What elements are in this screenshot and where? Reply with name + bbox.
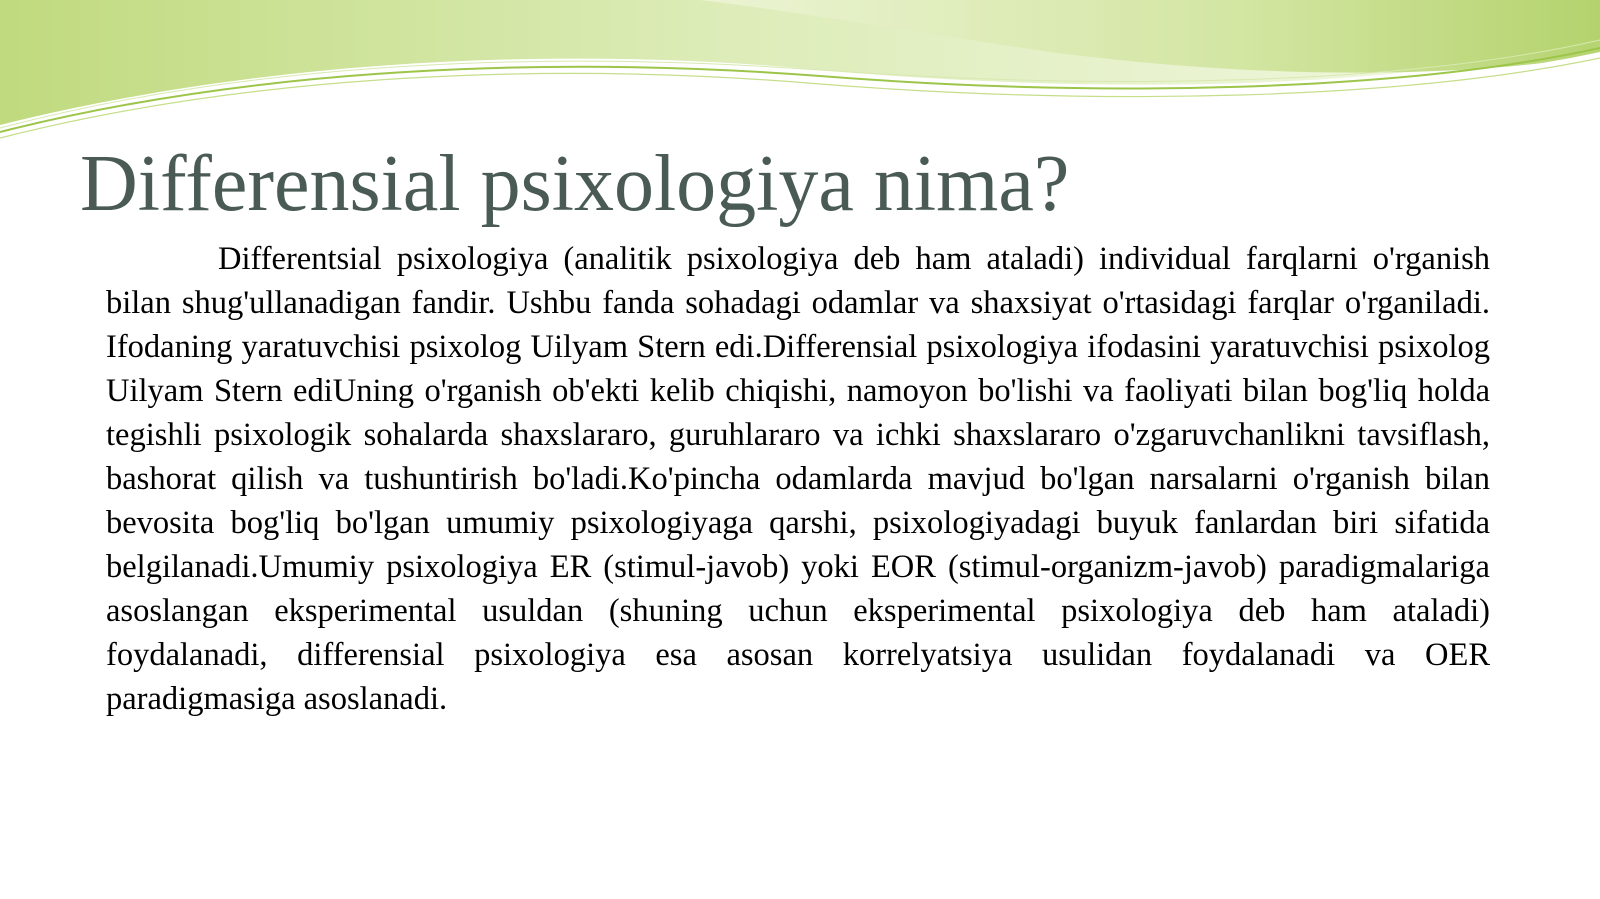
slide-title: Differensial psixologiya nima? <box>80 140 1070 228</box>
slide-body-paragraph: Differentsial psixologiya (analitik psixologiya deb ham ataladi) individual farqlarni o'rganish bilan shug'ullanadigan fandir. Ushbu fanda sohadagi odamlar va shaxsiyat o'rtasidagi farqlar o'rganiladi. Ifodaning yaratuvchisi psixolog Uilyam Stern edi.Differensial psixologiya ifodasini yaratuvchisi psixolog Uilyam Stern ediUning o'rganish ob'ekti kelib chiqishi, namoyon bo'lishi va faoliyati bilan bog'liq holda tegishli psixologik sohalarda shaxslararo, guruhlararo va ichki shaxslararo o'zgaruvchanlikni tavsiflash, bashorat qilish va tushuntirish bo'ladi.Ko'pincha odamlarda mavjud bo'lgan narsalarni o'rganish bilan bevosita bog'liq bo'lgan umumiy psixologiyaga qarshi, psixologiyadagi buyuk fanlardan biri sifatida belgilanadi.Umumiy psixologiya ER (stimul-javob) yoki EOR (stimul-organizm-javob) paradigmalariga asoslangan eksperimental usuldan (shuning uchun eksperimental psixologiya deb ham ataladi) foydalanadi, differensial psixologiya esa asosan korrelyatsiya usulidan foydalanadi va OER paradigmasiga asoslanadi. <box>106 241 1490 717</box>
decorative-green-wave <box>0 0 1600 160</box>
